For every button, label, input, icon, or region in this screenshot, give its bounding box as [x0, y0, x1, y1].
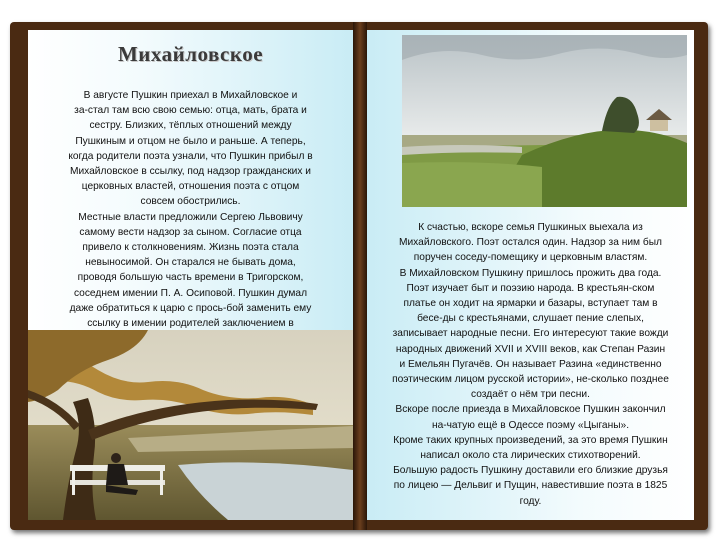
page-title: Михайловское — [117, 42, 264, 66]
text-line: Михайловское в ссылку, под надзор гражданских и — [69, 166, 311, 178]
text-line: написал около ста лирических стихотворений. — [420, 450, 641, 462]
text-line: Вскоре после приезда в Михайловское Пушкин закончил — [395, 404, 666, 416]
text-line: сестру. Близких, тёплых отношений между — [89, 120, 292, 132]
left-page — [28, 30, 353, 520]
text-line: на-чатую ещё в Одессе поэму «Цыганы». — [431, 419, 630, 431]
text-line: привело к столкновениям. Жизнь поэта стала — [82, 242, 299, 254]
text-line: записывает народные песни. Его интересуют такие вожди — [392, 328, 669, 340]
text-line: платье он ходит на ярмарки и базары, вступает там в — [403, 298, 658, 310]
text-line: Кроме таких крупных произведений, за это время Пушкин — [393, 434, 668, 446]
text-line: поручен соседу-помещику и церковным властям. — [413, 252, 648, 264]
text-line: ссылку в имении родителей заключением в — [87, 318, 294, 330]
text-line: Михайловского. Поэт остался один. Надзор за ним был — [399, 237, 662, 249]
book-spine — [353, 22, 367, 530]
left-page-text — [34, 88, 347, 346]
text-line: Пушкиным и отцом не было и раньше. А теперь, — [75, 135, 306, 147]
text-line: соседнем имении П. А. Осиповой. Пушкин думал — [73, 287, 308, 299]
text-line: проводя большую часть времени в Тригорском, — [77, 272, 304, 284]
text-line: когда родители поэта узнали, что Пушкин прибыл в — [68, 150, 313, 162]
text-line: поэтическим лицом русской истории», не-сколько позднее — [392, 374, 669, 386]
text-line: совсем обострились. — [140, 196, 241, 208]
text-line: и Емельян Пугачёв. Он называет Разина «единственно — [399, 358, 662, 370]
text-line: народных движений XVII и XVIII веков, как Степан Разин — [395, 343, 666, 355]
text-line: даже обратиться к царю с прось-бой заменить ему — [69, 302, 312, 314]
mikhailovskoye-landscape-photo — [402, 35, 687, 207]
text-line: самому вести надзор за сыном. Согласие отца — [79, 226, 302, 238]
right-page-text — [371, 220, 690, 509]
text-line: создаёт о нём три песни. — [471, 389, 590, 401]
text-line: В августе Пушкин приехал в Михайловское и — [83, 90, 298, 101]
text-line: за-стал там всю свою семью: отца, мать, брата и — [74, 105, 307, 117]
text-line: церковных властей, отношения поэта с отцом — [81, 181, 300, 193]
pushkin-under-tree-painting — [28, 330, 353, 520]
text-line: В Михайловском Пушкину пришлось прожить два года. — [399, 267, 662, 279]
text-line: году. — [519, 495, 542, 507]
text-line: Большую радость Пушкину доставили его близкие друзья — [393, 465, 668, 477]
text-line: по лицею — Дельвиг и Пущин, навестившие поэта в 1825 — [393, 480, 668, 492]
text-line: К счастью, вскоре семья Пушкиных выехала из — [418, 222, 643, 233]
text-line: невыносимой. Он старался не бывать дома, — [85, 257, 296, 269]
text-line: бесе-ды с крестьянами, слушает пение слепых, — [417, 313, 644, 325]
right-page — [367, 30, 694, 520]
text-line: Местные власти предложили Сергею Львовичу — [78, 211, 303, 223]
text-line: Поэт изучает быт и поэзию народа. В крестьян-ском — [406, 282, 655, 294]
